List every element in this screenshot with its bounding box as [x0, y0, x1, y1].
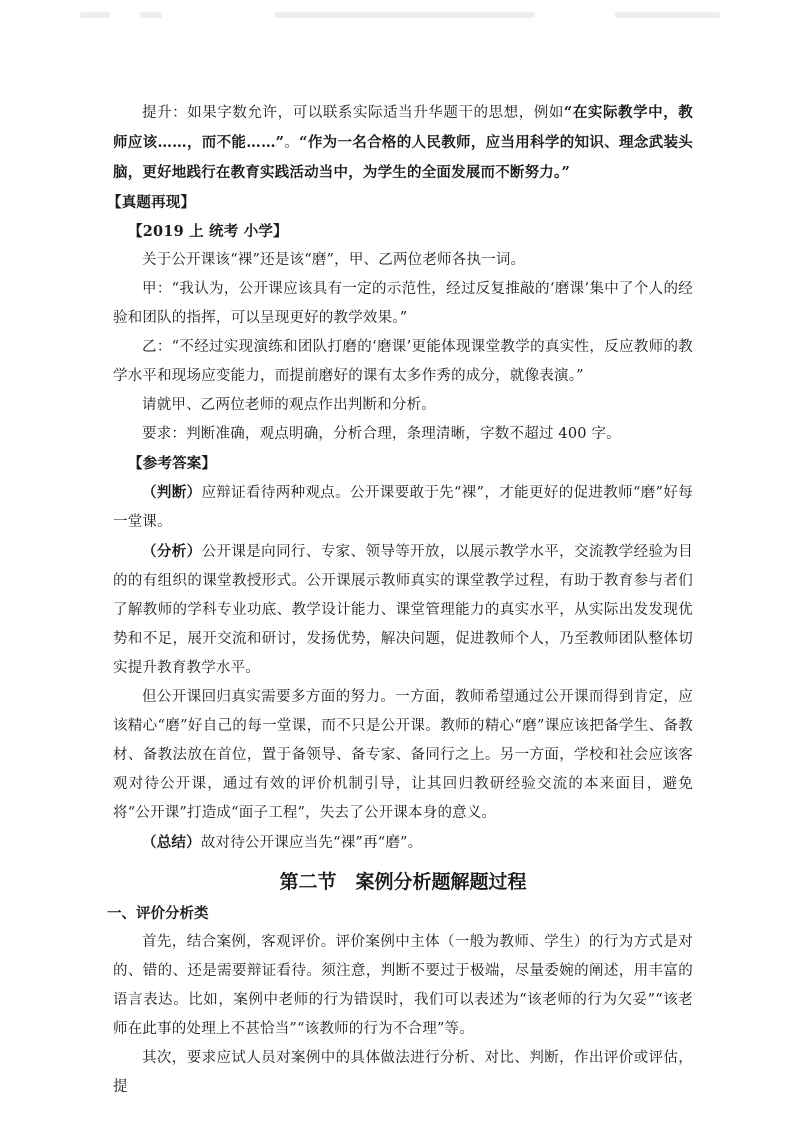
- exam-source: 【2019 上 统考 小学】: [128, 223, 288, 240]
- answer-summary: （总结）故对待公开课应当先“裸”再“磨”。: [142, 834, 423, 851]
- question-text: 请就甲、乙两位老师的观点作出判断和分析。: [142, 397, 436, 413]
- answer-header: 【参考答案】: [128, 455, 217, 472]
- zhenti-header: 【真题再现】: [107, 194, 196, 211]
- sub-section-title: 一、评价分析类: [107, 906, 209, 922]
- document-page: [107, 98, 694, 1102]
- teacher-yi-view: 乙：“不经过实现演练和团队打磨的‘磨课’更能体现课堂教学的真实性，反应教师的教学水平和现场应变能力，而提前磨好的课有太多作秀的成分，就像表演。”: [113, 339, 693, 384]
- answer-analysis: （分析）公开课是向同行、专家、领导等开放，以展示教学水平，交流教学经验为目的的有组织的课堂教授形式。公开课展示教师真实的课堂教学过程，有助于教育参与者们了解教师的学科专业功底、教学设计能力、课堂管理能力的真实水平，从实际出发发现优势和不足，展开交流和研讨，发扬优势，解决问题，促进教师个人，乃至教师团队整体切实提升教育教学水平。: [113, 543, 693, 676]
- answer-judge: （判断）应辩证看待两种观点。公开课要敢于先“裸”，才能更好的促进教师“磨”好每一堂课。: [113, 484, 693, 530]
- teacher-jia-view: 甲：“我认为，公开课应该具有一定的示范性，经过反复推敲的‘磨课’集中了个人的经验和团队的指挥，可以呈现更好的教学效果。”: [113, 281, 693, 326]
- question-requirement: 要求：判断准确，观点明确，分析合理，条理清晰，字数不超过 400 字。: [142, 426, 621, 442]
- section-paragraph-2: 其次，要求应试人员对案例中的具体做法进行分析、对比、判断，作出评价或评估，提: [113, 1050, 693, 1095]
- answer-paragraph-3: 但公开课回归真实需要多方面的努力。一方面，教师希望通过公开课而得到肯定，应该精心“磨”好自己的每一堂课，而不只是公开课。教师的精心“磨”课应该把备学生、备教材、备教法放在首位，置于备领导、备专家、备同行之上。另一方面，学校和社会应该客观对待公开课，通过有效的评价机制引导，让其回归教研经验交流的本来面目，避免将“公开课”打造成“面子工程”，失去了公开课本身的意义。: [113, 689, 693, 821]
- tisheng-paragraph: 提升：如果字数允许，可以联系实际适当升华题干的思想，例如“在实际教学中，教师应该……，而不能……”。“作为一名合格的人民教师，应当用科学的知识、理念武装头脑，更好地践行在教育实践活动当中，为学生的全面发展而不断努力。”: [113, 104, 694, 181]
- section-paragraph-1: 首先，结合案例，客观评价。评价案例中主体（一般为教师、学生）的行为方式是对的、错的、还是需要辩证看待。须注意，判断不要过于极端，尽量委婉的阐述，用丰富的语言表达。比如，案例中老师的行为错误时，我们可以表述为“该老师的行为欠妥”“该老师在此事的处理上不甚恰当”“该教师的行为不合理”等。: [113, 934, 693, 1037]
- question-intro: 关于公开课该“裸”还是该“磨”，甲、乙两位老师各执一词。: [142, 252, 526, 268]
- faded-page-header: [80, 12, 720, 22]
- section-title: 第二节 案例分析题解题过程: [279, 871, 527, 893]
